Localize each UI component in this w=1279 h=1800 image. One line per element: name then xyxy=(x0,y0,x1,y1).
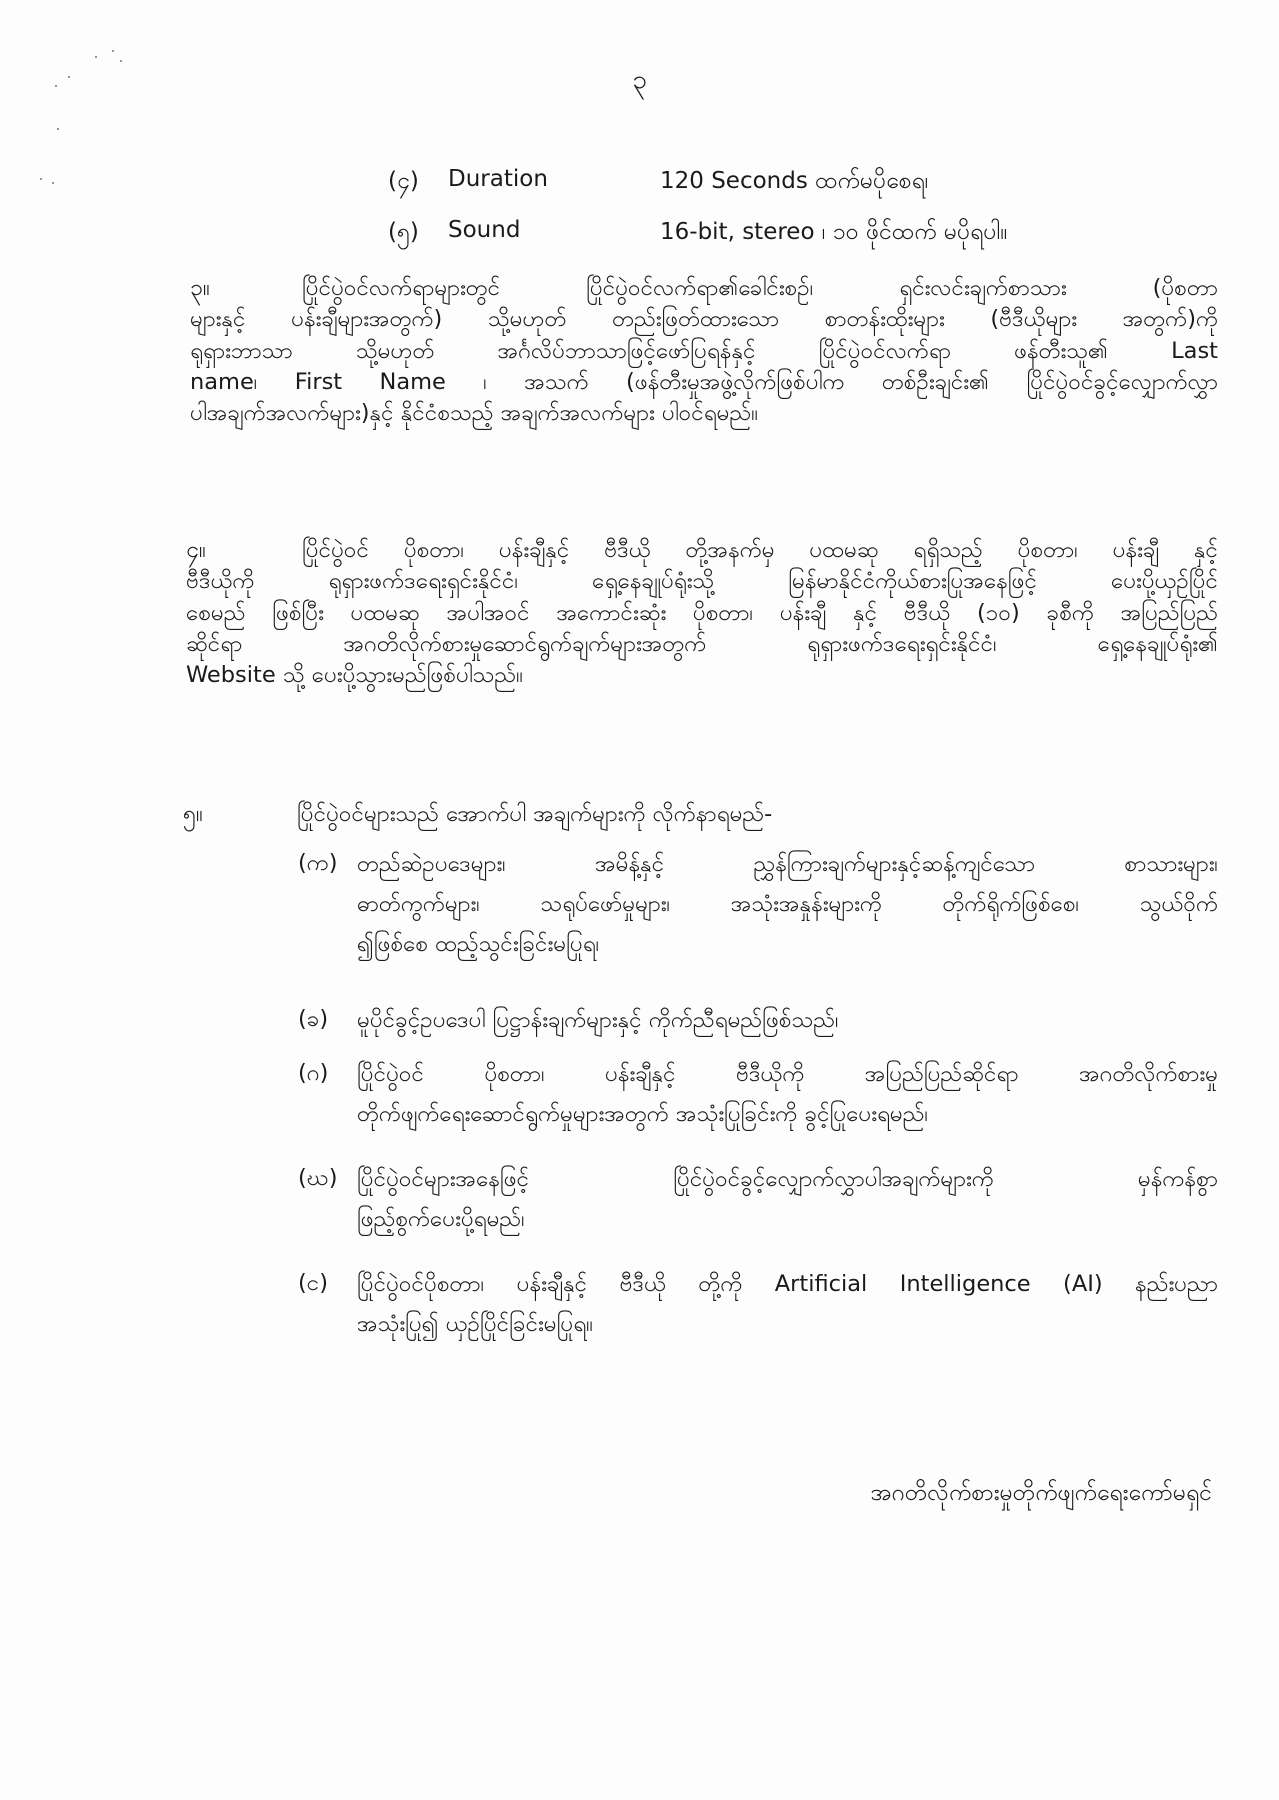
item-text xyxy=(357,1058,1218,1130)
item-line: ပြိုင်ပွဲဝင်ပိုစတာ၊ ပန်းချီနှင့် ဗီဒီယို တို့ကို Artificial Intelligence (AI) နည်းပညာ xyxy=(357,1271,1218,1297)
paragraph-line: Website သို့ ပေးပို့သွားမည်ဖြစ်ပါသည်။ xyxy=(186,662,523,689)
section-number: ၄။ xyxy=(186,537,206,563)
item-line: ၍ဖြစ်စေ ထည့်သွင်းခြင်းမပြုရ၊ xyxy=(357,931,600,957)
item-line: ဓာတ်ကွက်များ၊ သရုပ်ဖော်မှုများ၊ အသုံးအနှုန်းများကို တိုက်ရိုက်ဖြစ်စေ၊ သွယ်ဝိုက် xyxy=(357,891,1218,917)
item-line: အသုံးပြု၍ ယှဉ်ပြိုင်ခြင်းမပြုရ။ xyxy=(357,1311,593,1337)
item-text xyxy=(357,848,1218,960)
section-number: ၃။ xyxy=(190,275,210,301)
scan-speck xyxy=(40,178,42,180)
scan-speck xyxy=(57,128,59,130)
paragraph-line: များနှင့် ပန်းချီများအတွက်) သို့မဟုတ် တည်းဖြတ်ထားသော စာတန်းထိုးများ (ဗီဒီယိုများ အတွက်)ကို xyxy=(190,306,1218,333)
paragraph-line: ရုရှားဘာသာ သို့မဟုတ် အင်္ဂလိပ်ဘာသာဖြင့်ဖော်ပြရန်နှင့် ပြိုင်ပွဲဝင်လက်ရာ ဖန်တီးသူ၏ Last xyxy=(190,337,1218,364)
item-text xyxy=(357,1004,839,1036)
paragraph-line: စေမည် ဖြစ်ပြီး ပထမဆု အပါအဝင် အကောင်းဆုံး ပိုစတာ၊ ပန်းချီ နှင့် ဗီဒီယို (၁၀) ခုစီကို အပြည်ပြည် xyxy=(186,599,1218,626)
paragraph-line: name၊ First Name ၊ အသက် (ဖန်တီးမှုအဖွဲ့လိုက်ဖြစ်ပါက တစ်ဦးချင်း၏ ပြိုင်ပွဲဝင်ခွင့်လျှောက်လွှာ xyxy=(190,368,1218,395)
spec-label: Duration xyxy=(448,166,548,192)
spec-number: (၄) xyxy=(388,168,419,194)
item-line: ပြိုင်ပွဲဝင် ပိုစတာ၊ ပန်းချီနှင့် ဗီဒီယိုကို အပြည်ပြည်ဆိုင်ရာ အဂတိလိုက်စားမှု xyxy=(357,1061,1218,1087)
section-4-paragraph xyxy=(186,535,1218,691)
scan-speck xyxy=(52,182,54,184)
paragraph-line: ပါအချက်အလက်များ)နှင့် နိုင်ငံစသည့် အချက်အလက်များ ပါဝင်ရမည်။ xyxy=(190,400,759,427)
section-number: ၅။ xyxy=(183,801,203,827)
paragraph-line: ဆိုင်ရာ အဂတိလိုက်စားမှုဆောင်ရွက်ချက်များအတွက် ရုရှားဖက်ဒရေးရှင်းနိုင်ငံ၊ ရှေ့နေချုပ်ရုံး၏ xyxy=(186,630,1218,657)
signature-line: အဂတိလိုက်စားမှုတိုက်ဖျက်ရေးကော်မရှင် xyxy=(870,1480,1212,1506)
spec-value: 16-bit, stereo ၊ ၁၀ ဖိုင်ထက် မပိုရပါ။ xyxy=(660,219,1008,245)
item-text xyxy=(357,1163,1218,1235)
item-number: (င) xyxy=(298,1270,329,1296)
paragraph-line: ပြိုင်ပွဲဝင်လက်ရာများတွင် ပြိုင်ပွဲဝင်လက်ရာ၏ခေါင်းစဉ်၊ ရှင်းလင်းချက်စာသား (ပိုစတာ xyxy=(302,275,1218,301)
item-line: တည်ဆဲဥပဒေများ၊ အမိန့်နှင့် ညွှန်ကြားချက်များနှင့်ဆန့်ကျင်သော စာသားများ၊ xyxy=(357,851,1218,877)
item-line: တိုက်ဖျက်ရေးဆောင်ရွက်မှုများအတွက် အသုံးပြုခြင်းကို ခွင့်ပြုပေးရမည်၊ xyxy=(357,1101,929,1127)
section-3-paragraph xyxy=(190,273,1218,429)
item-number: (ခ) xyxy=(298,1006,329,1032)
spec-label: Sound xyxy=(448,217,521,243)
scan-speck xyxy=(112,50,114,52)
paragraph-line: ပြိုင်ပွဲဝင် ပိုစတာ၊ ပန်းချီနှင့် ဗီဒီယို တို့အနက်မှ ပထမဆု ရရှိသည့် ပိုစတာ၊ ပန်းချီ နှင့် xyxy=(302,537,1218,563)
spec-value: 120 Seconds ထက်မပိုစေရ၊ xyxy=(660,168,929,194)
scan-speck xyxy=(95,56,97,58)
item-number: (ဂ) xyxy=(298,1060,329,1086)
page-number: ၃ xyxy=(632,65,647,95)
spec-number: (၅) xyxy=(388,219,419,245)
item-text xyxy=(357,1268,1218,1340)
item-line: ပြိုင်ပွဲဝင်များအနေဖြင့် ပြိုင်ပွဲဝင်ခွင့်လျှောက်လွှာပါအချက်များကို မှန်ကန်စွာ xyxy=(357,1166,1218,1192)
item-number: (ဃ) xyxy=(298,1165,338,1191)
item-line: ဖြည့်စွက်ပေးပို့ရမည်၊ xyxy=(357,1206,525,1232)
paragraph-line: ဗီဒီယိုကို ရုရှားဖက်ဒရေးရှင်းနိုင်ငံ၊ ရှေ့နေချုပ်ရုံးသို့ မြန်မာနိုင်ငံကိုယ်စားပြုအနေဖြင့် ပေးပို့ယှဉ်ပြိုင် xyxy=(186,568,1218,595)
section-5-heading: ပြိုင်ပွဲဝင်များသည် အောက်ပါ အချက်များကို လိုက်နာရမည်- xyxy=(297,801,773,827)
item-line: မူပိုင်ခွင့်ဥပဒေပါ ပြဋ္ဌာန်းချက်များနှင့် ကိုက်ညီရမည်ဖြစ်သည်၊ xyxy=(357,1007,839,1033)
item-number: (က) xyxy=(298,850,338,876)
